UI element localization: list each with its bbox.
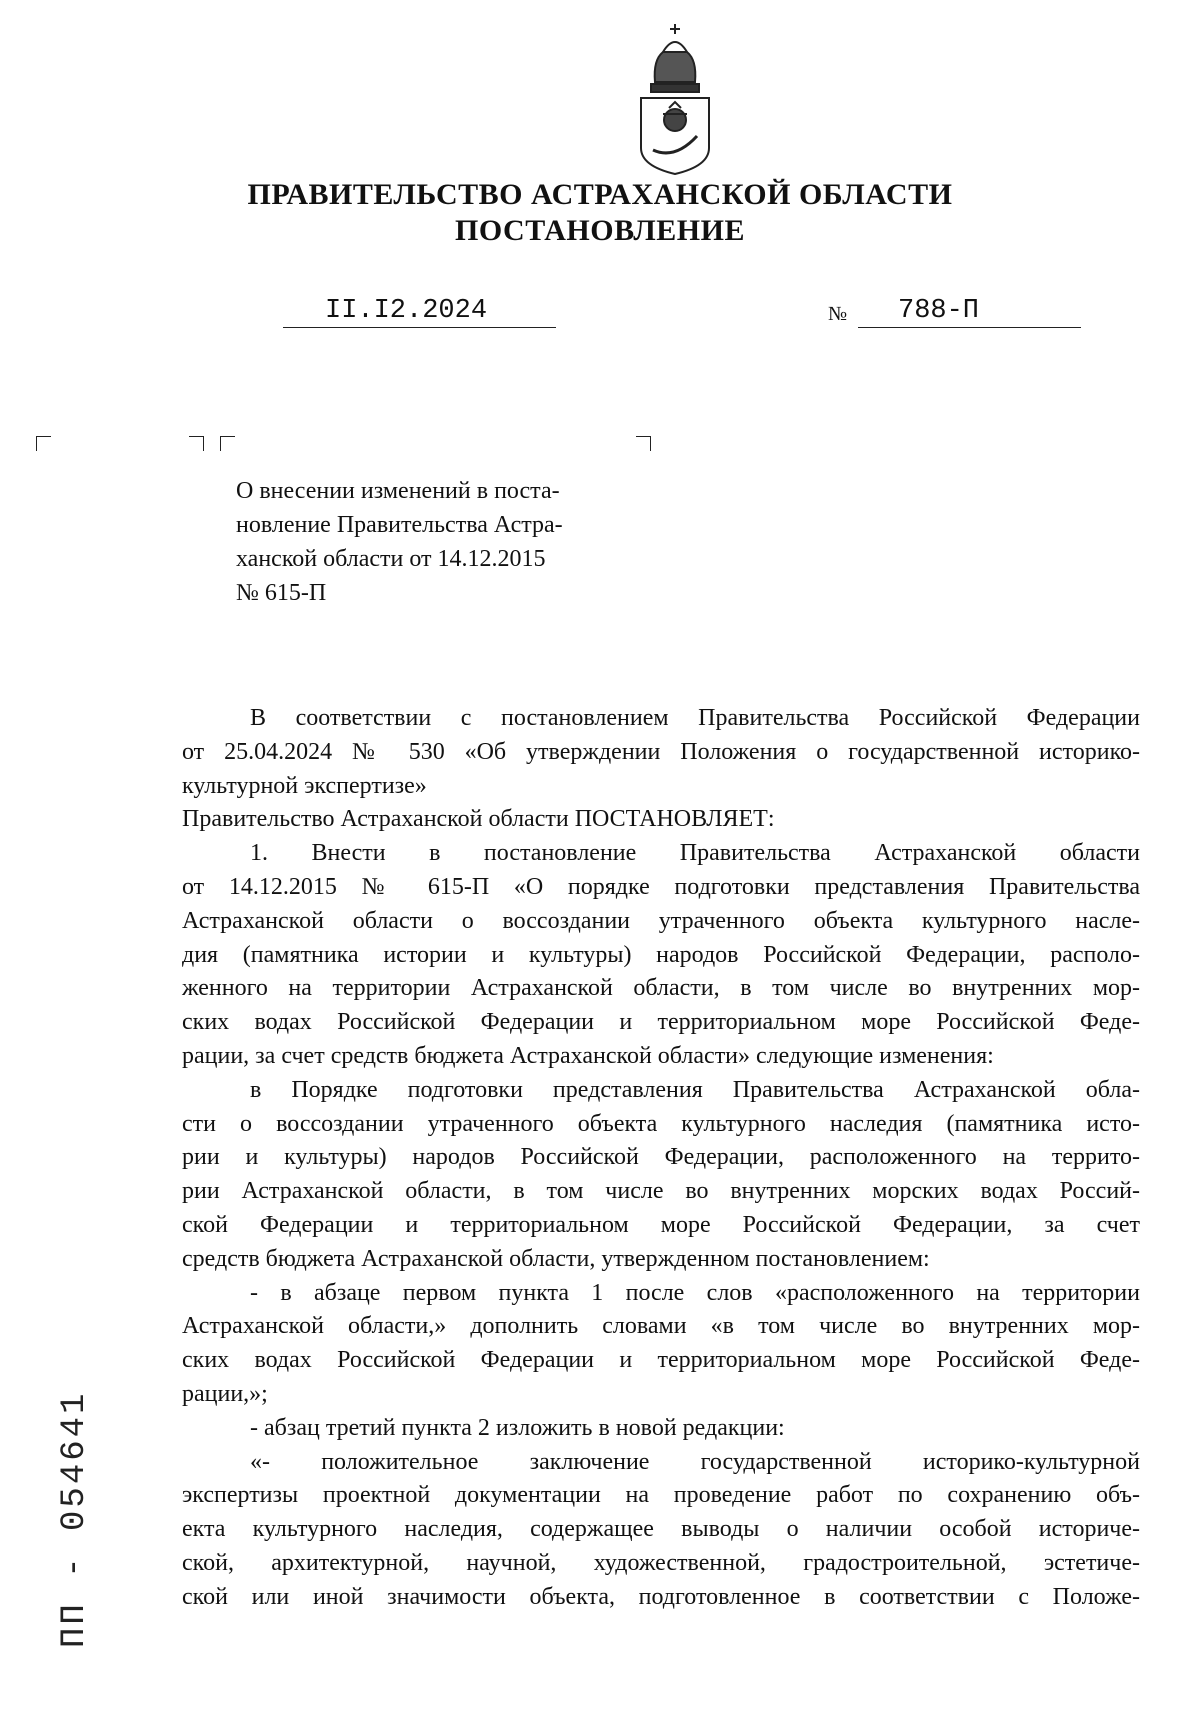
body-line: рии и культуры) народов Российской Федерации, расположенного на террито-: [182, 1144, 1140, 1171]
body-line: Астраханской области,» дополнить словами «в том числе во внутренних мор-: [182, 1313, 1140, 1340]
body-line: В соответствии с постановлением Правительства Российской Федерации: [250, 705, 1140, 731]
corner-mark: [36, 436, 51, 451]
subject-line: новление Правительства Астра-: [236, 512, 563, 538]
body-line: - в абзаце первом пункта 1 после слов «расположенного на территории: [250, 1279, 1140, 1306]
body-line: от 14.12.2015 № 615-П «О порядке подготовки представления Правительства: [182, 873, 1140, 900]
organization-heading: ПРАВИТЕЛЬСТВО АСТРАХАНСКОЙ ОБЛАСТИ: [247, 178, 953, 211]
body-line: женного на территории Астраханской области, в том числе во внутренних мор-: [182, 975, 1140, 1002]
body-line: екта культурного наследия, содержащее выводы о наличии особой историче-: [182, 1516, 1140, 1543]
body-line: - абзац третий пункта 2 изложить в новой редакции:: [250, 1414, 785, 1441]
subject-line: № 615-П: [236, 580, 327, 606]
body-line: культурной экспертизе»: [182, 772, 427, 799]
date-underline: [283, 327, 556, 328]
body-line: Астраханской области о воссоздании утраченного объекта культурного насле-: [182, 907, 1140, 934]
body-line: рации, за счет средств бюджета Астраханской области» следующие изменения:: [182, 1042, 994, 1069]
document-subject: [236, 474, 636, 610]
body-line: ских водах Российской Федерации и территориальном море Российской Феде-: [182, 1009, 1140, 1036]
body-line: ской или иной значимости объекта, подготовленное в соответствии с Положе-: [182, 1583, 1140, 1610]
number-underline: [858, 327, 1081, 328]
side-serial-stamp: ПП - 054641: [56, 1390, 94, 1648]
body-line: в Порядке подготовки представления Правительства Астраханской обла-: [250, 1076, 1140, 1103]
number-sign: №: [828, 303, 848, 325]
document-body: [182, 702, 1140, 1615]
document-date: II.I2.2024: [325, 296, 488, 326]
body-line: ской, архитектурной, научной, художественной, градостроительной, эстетиче-: [182, 1549, 1140, 1576]
body-line: рии Астраханской области, в том числе во внутренних морских водах Россий-: [182, 1178, 1140, 1205]
corner-mark: [220, 436, 235, 451]
corner-mark: [189, 436, 204, 451]
subject-line: О внесении изменений в поста-: [236, 478, 560, 504]
document-number: 788-П: [898, 296, 980, 326]
body-line: ской Федерации и территориальном море Российской Федерации, за счет: [182, 1211, 1140, 1238]
corner-mark: [636, 436, 651, 451]
body-line: дия (памятника истории и культуры) народов Российской Федерации, располо-: [182, 941, 1140, 968]
body-line: экспертизы проектной документации на проведение работ по сохранению объ-: [182, 1482, 1140, 1509]
document-type-heading: ПОСТАНОВЛЕНИЕ: [455, 214, 745, 247]
body-line: 1. Внести в постановление Правительства Астраханской области: [250, 840, 1140, 867]
body-line: от 25.04.2024 № 530 «Об утверждении Положения о государственной историко-: [182, 738, 1140, 765]
body-line: «- положительное заключение государственной историко-культурной: [250, 1448, 1140, 1475]
subject-line: ханской области от 14.12.2015: [236, 546, 546, 572]
body-line: Правительство Астраханской области ПОСТАНОВЛЯЕТ:: [182, 806, 775, 833]
body-line: сти о воссоздании утраченного объекта культурного наследия (памятника исто-: [182, 1110, 1140, 1137]
body-line: ских водах Российской Федерации и территориальном море Российской Феде-: [182, 1347, 1140, 1374]
body-line: средств бюджета Астраханской области, утвержденном постановлением:: [182, 1245, 930, 1272]
body-line: рации,»;: [182, 1380, 268, 1407]
coat-of-arms-emblem: [633, 22, 717, 177]
